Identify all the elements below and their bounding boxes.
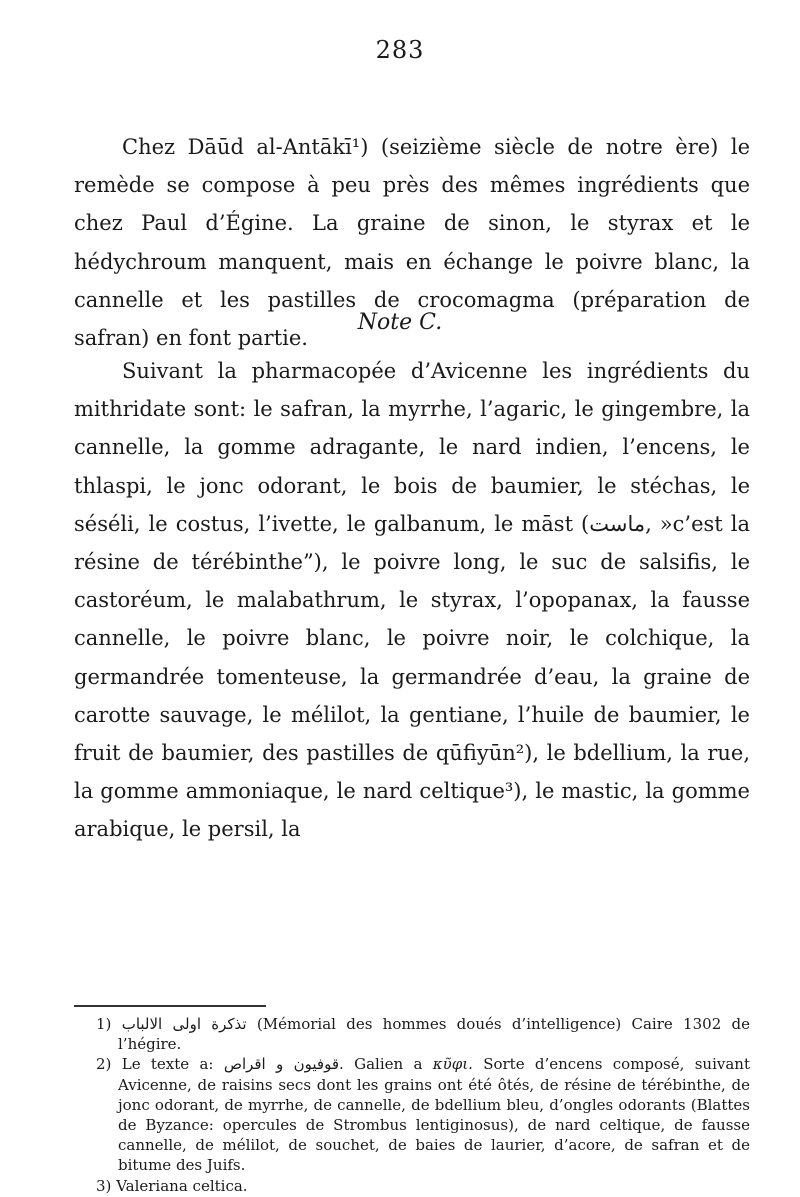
footnote-2: [96, 1054, 750, 1175]
footnote-marker: 3): [96, 1176, 112, 1195]
footnote-text-before: Le texte a:: [121, 1055, 214, 1074]
footnote-3: [96, 1176, 750, 1196]
footnote-marker: 2): [96, 1055, 112, 1074]
note-heading: Note C.: [357, 310, 443, 335]
footnote-text-middle: . Galien a: [339, 1055, 423, 1074]
footnote-arabic-term: قوفيون و اقراص: [223, 1055, 339, 1074]
footnote-text: Valeriana celtica.: [116, 1176, 248, 1195]
footnote-text-after: Sorte d’encens composé, suivant Avicenne, de raisins secs dont les grains ont été ôtés, de résine de térébinthe, de jonc odorant, de myrrhe, de cannelle, de bdellium bleu, d’ongles odorants (Blattes de Byzance: opercules de Strombus lentiginosus), de nard celtique, de fausse cannelle, de mélilot, de souchet, de baies de laurier, d’acore, de safran et de bitume des Juifs.: [118, 1055, 750, 1175]
footnote-1: [96, 1014, 750, 1054]
footnote-arabic-title: تذكرة اولى الالباب: [121, 1015, 247, 1033]
footnotes: [96, 1014, 750, 1196]
footnote-text: (Mémorial des hommes doués d’intelligence) Caire 1302 de l’hégire.: [118, 1015, 750, 1054]
footnote-marker: 1): [96, 1015, 112, 1033]
footnote-separator: [74, 1005, 266, 1007]
footnote-greek-term: κῦφι.: [432, 1055, 473, 1074]
page-number: 283: [375, 36, 425, 64]
paragraph-avicenne-ingredients: Suivant la pharmacopée d’Avicenne les ingrédients du mithridate sont: le safran, la myrrhe, l’agaric, le gingembre, la cannelle, la gomme adragante, le nard indien, l’encens, le thlaspi, le jonc odorant, le bois de baumier, le stéchas, le séséli, le costus, l’ivette, le galbanum, le māst (ماست, »c’est la résine de térébinthe”), le poivre long, le suc de salsifis, le castoréum, le malabathrum, le styrax, l’opopanax, la fausse cannelle, le poivre blanc, le poivre noir, le colchique, la germandrée tomenteuse, la germandrée d’eau, la graine de carotte sauvage, le mélilot, la gentiane, l’huile de baumier, le fruit de baumier, des pastilles de qūfiyūn²), le bdellium, la rue, la gomme ammoniaque, le nard celtique³), le mastic, la gomme arabique, le persil, la: [74, 359, 750, 842]
paragraph-daud-al-antaki: Chez Dāūd al-Antākī¹) (seizième siècle de notre ère) le remède se compose à peu près des mêmes ingrédients que chez Paul d’Égine. La graine de sinon, le styrax et le hédychroum manquent, mais en échange le poivre blanc, la cannelle et les pastilles de crocomagma (préparation de safran) en font partie.: [74, 135, 750, 351]
